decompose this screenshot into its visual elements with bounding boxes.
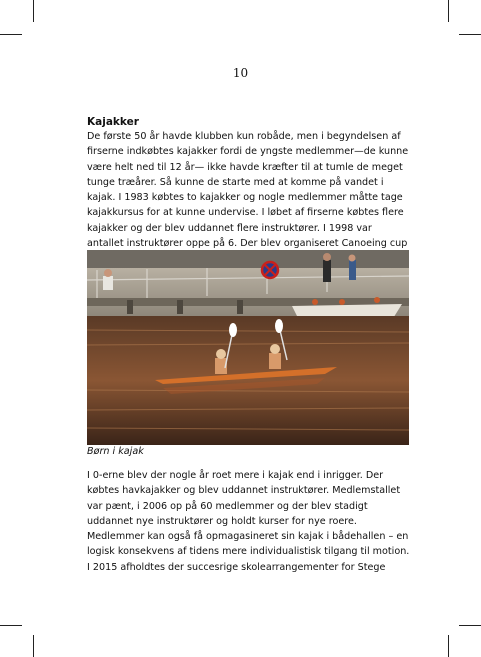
text-line: kajakkursus for at kunne undervise. I løbet af firserne købtes flere: [87, 207, 404, 219]
text-line: De første 50 år havde klubben kun robåde, men i begyndelsen af: [87, 131, 401, 142]
paragraph-2: [87, 468, 410, 575]
paragraph-1: [87, 129, 409, 267]
text-line: logisk konsekvens af tidens mere individualistisk tilgang til motion.: [87, 546, 410, 558]
crop-mark: [459, 625, 481, 626]
text-line: var pænt, i 2006 op på 60 medlemmer og der blev stadigt: [87, 500, 368, 512]
crop-mark: [448, 635, 449, 657]
crop-mark: [459, 34, 481, 35]
text-line: I 0-erne blev der nogle år roet mere i kajak end i inrigger. Der: [87, 470, 384, 481]
text-line: kajakker og der blev uddannet flere instruktører. I 1998 var: [87, 222, 372, 234]
page-number: 10: [232, 66, 249, 80]
kayak-photo-illustration: [87, 250, 409, 445]
text-line: kajak. I 1983 købtes to kajakker og nogle medlemmer måtte tage: [87, 192, 403, 204]
text-line: være helt ned til 12 år— ikke havde kræfter til at tumle de meget: [87, 161, 403, 173]
text-line: antallet instruktører oppe på 6. Der blev organiseret Canoeing cup: [87, 238, 408, 250]
text-line: uddannet nye instruktører og holdt kurser for nye roere.: [87, 515, 357, 527]
building-wall: [87, 250, 409, 270]
crop-mark: [33, 635, 34, 657]
text-line: I 2015 afholdtes der succesrige skolearrangementer for Stege: [87, 561, 386, 573]
text-line: Medlemmer kan også få opmagasineret sin kajak i bådehallen – en: [87, 531, 409, 543]
text-line: tunge træårer. Så kunne de starte med at komme på vandet i: [87, 176, 384, 188]
text-line: købtes havkajakker og blev uddannet instruktører. Medlemstallet: [87, 485, 401, 497]
photo-caption: Børn i kajak: [87, 446, 144, 457]
crop-mark: [0, 34, 22, 35]
crop-mark: [33, 0, 34, 22]
section-heading: Kajakker: [87, 116, 139, 128]
kayak-photo: [87, 250, 409, 445]
water: [87, 316, 409, 445]
text-line: firserne indkøbtes kajakker fordi de yngste medlemmer—de kunne: [87, 146, 409, 158]
crop-mark: [448, 0, 449, 22]
crop-mark: [0, 625, 22, 626]
